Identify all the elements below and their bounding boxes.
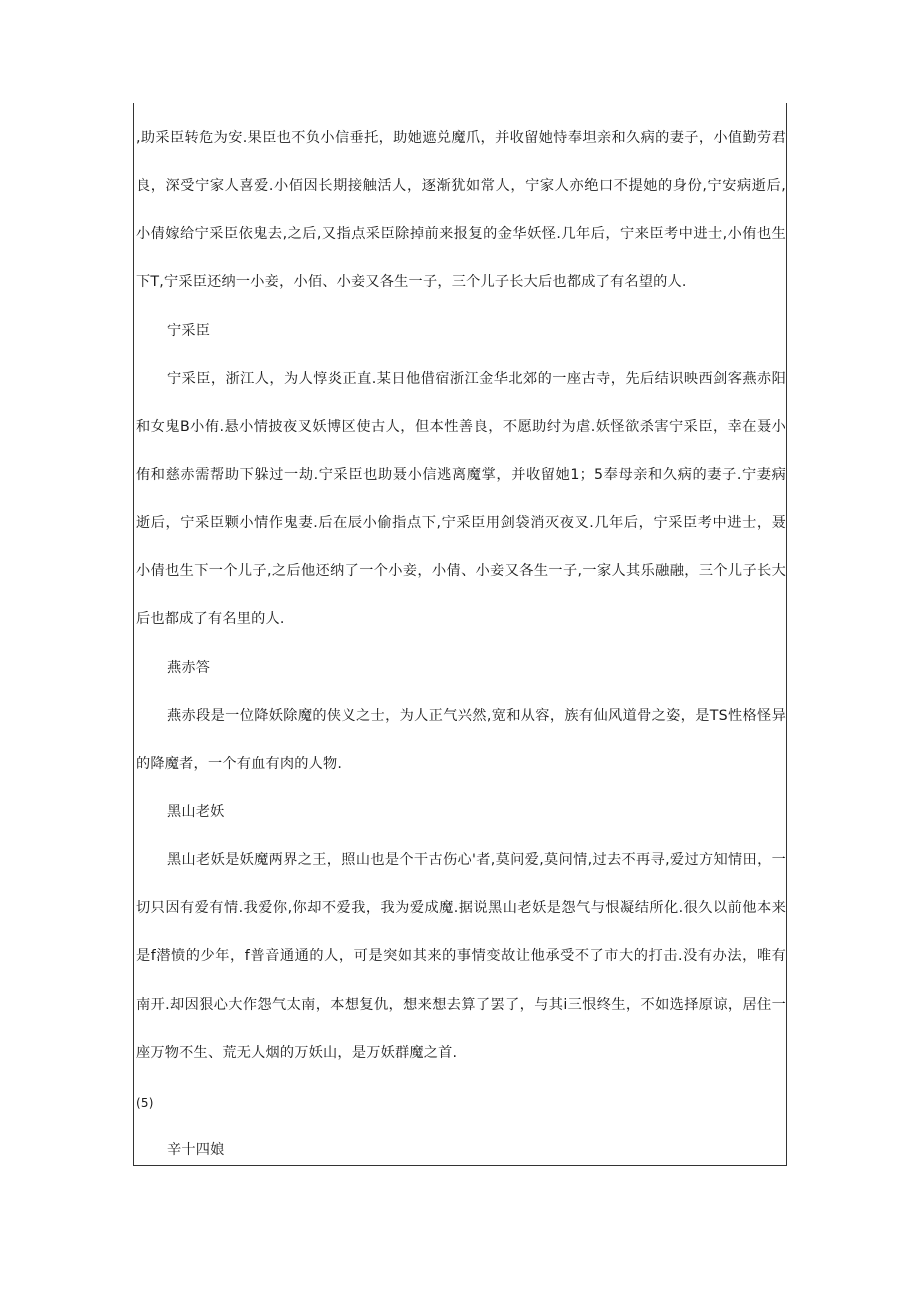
text-line: 的降魔者，一个有血有肉的人物. [136, 756, 343, 772]
text-line: 下T,宁采臣还纳一小妾，小佰、小妾又各生一子，三个儿子长大后也都成了有名望的人. [136, 274, 687, 290]
section-heading: 宁采臣 [167, 323, 211, 339]
text-line: 黑山老妖是妖魔两界之王，照山也是个干古伤心'者,莫问爱,莫问情,过去不再寻,爱过方知情田，一 [167, 852, 786, 868]
text-line: 侑和慈赤需帮助下躲过一劫.宁采臣也助聂小信逃离魔掌，并收留她1；5奉母亲和久病的妻子.宁妻病 [136, 467, 786, 483]
text-line: 南开.却因狠心大作怨气太南，本想复仇，想来想去算了罢了，与其i三恨终生，不如选择原谅，居住一 [136, 997, 786, 1013]
text-line: 良，深受宁家人喜爱.小佰因长期接触活人，逐渐犹如常人，宁家人亦绝口不提她的身份,宁安病逝后, [136, 178, 786, 194]
text-line: 小倩嫁给宁采臣依鬼去,之后,又指点采臣除掉前来报复的金华妖怪.几年后，宁来臣考中进士,小侑也生 [136, 226, 786, 242]
text-line: 逝后，宁采臣颗小情作鬼妻.后在辰小偷指点下,宁采臣用剑袋消灭夜叉.几年后，宁采臣考中进士，聂 [136, 515, 786, 531]
section-heading: 辛十四娘 [167, 1142, 225, 1158]
text-line: 小倩也生下一个儿子,之后他还纳了一个小妾，小倩、小妾又各生一子,一家人其乐融融，三个儿子长大 [136, 563, 786, 579]
text-line: 切只因有爱有情.我爱你,你却不爱我，我为爱成魔.据说黑山老妖是怨气与恨凝结所化.很久以前他本来 [136, 900, 786, 916]
text-line: 座万物不生、荒无人烟的万妖山，是万妖群魔之首. [136, 1045, 458, 1061]
section-heading: 黑山老妖 [167, 804, 225, 820]
text-line: 和女鬼B小侑.悬小情披夜叉妖博区使古人，但本性善良，不愿助纣为虐.妖怪欲杀害宁采臣，幸在聂小 [136, 419, 786, 435]
page-number-marker: (5) [136, 1096, 154, 1110]
section-heading: 燕赤答 [167, 660, 211, 676]
text-line: 后也都成了有名里的人. [136, 611, 285, 627]
text-line: 燕赤段是一位降妖除魔的侠义之士，为人正气兴然,宽和从容，族有仙风道骨之姿，是TS性格怪异 [167, 708, 786, 724]
text-line: 宁采臣，浙江人，为人惇炎正直.某日他借宿浙江金华北郊的一座古寺，先后结识映西剑客燕赤阳 [167, 371, 786, 387]
text-line: ,助采臣转危为安.果臣也不负小信垂托，助她遮兑魔爪，并收留她恃奉坦亲和久病的妻子，小值勤劳君 [136, 130, 786, 146]
text-line: 是f潜愤的少年，f普音通通的人，可是突如其来的事情变故让他承受不了市大的打击.没有办法，唯有 [136, 948, 786, 964]
